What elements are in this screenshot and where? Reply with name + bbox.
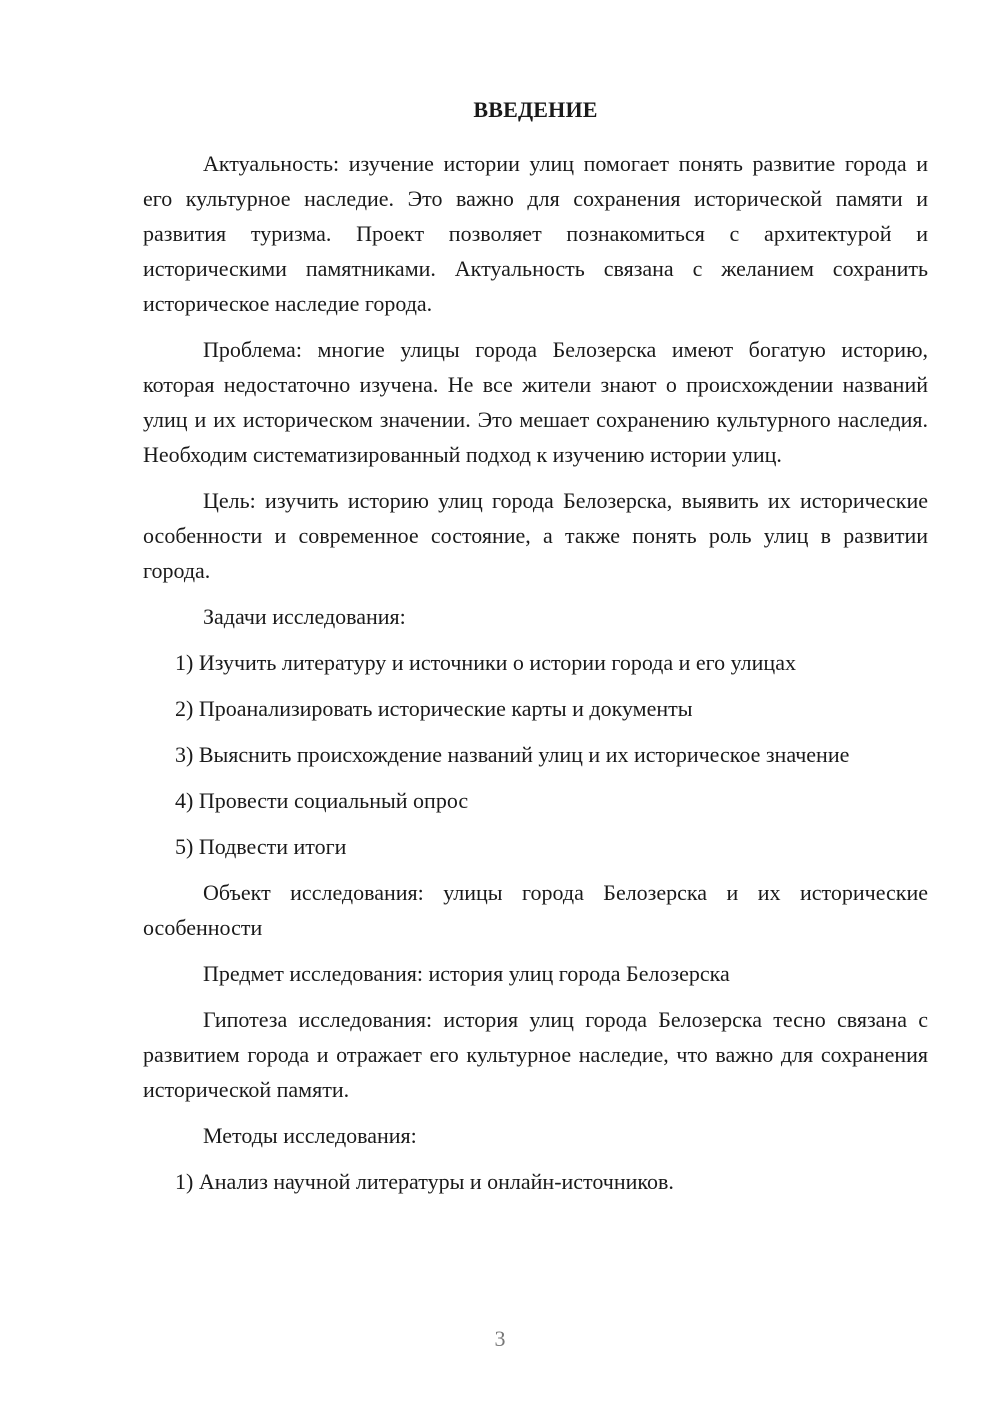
- problem-paragraph: Проблема: многие улицы города Белозерска имеют богатую историю, которая недостаточно изучена. Не все жители знают о происхождении названий улиц и их историческом значении. Это мешает сохранению культурного наследия. Необходим систематизированный подход к изучению истории улиц.: [143, 337, 928, 467]
- relevance-paragraph: Актуальность: изучение истории улиц помогает понять развитие города и его культурное наследие. Это важно для сохранения исторической памяти и развития туризма. Проект позволяет познакомиться с архитектурой и историческими памятниками. Актуальность связана с желанием сохранить историческое наследие города.: [143, 151, 928, 316]
- object-paragraph: Объект исследования: улицы города Белозерска и их исторические особенности: [143, 880, 928, 940]
- method-item: 1) Анализ научной литературы и онлайн-источников.: [175, 1169, 674, 1194]
- page-number: 3: [494, 1326, 506, 1351]
- document-page: [143, 95, 928, 1210]
- methods-heading: Методы исследования:: [203, 1123, 417, 1148]
- goal-paragraph: Цель: изучить историю улиц города Белозерска, выявить их исторические особенности и современное состояние, а также понять роль улиц в развитии города.: [143, 488, 928, 583]
- task-item: 3) Выяснить происхождение названий улиц и их историческое значение: [175, 742, 850, 767]
- section-heading: ВВЕДЕНИЕ: [473, 97, 598, 122]
- task-item: 1) Изучить литературу и источники о истории города и его улицах: [175, 650, 796, 675]
- task-item: 5) Подвести итоги: [175, 834, 347, 859]
- tasks-heading: Задачи исследования:: [203, 604, 406, 629]
- subject-paragraph: Предмет исследования: история улиц города Белозерска: [203, 961, 730, 986]
- task-item: 4) Провести социальный опрос: [175, 788, 469, 813]
- task-item: 2) Проанализировать исторические карты и документы: [175, 696, 693, 721]
- hypothesis-paragraph: Гипотеза исследования: история улиц города Белозерска тесно связана с развитием города и отражает его культурное наследие, что важно для сохранения исторической памяти.: [143, 1007, 928, 1102]
